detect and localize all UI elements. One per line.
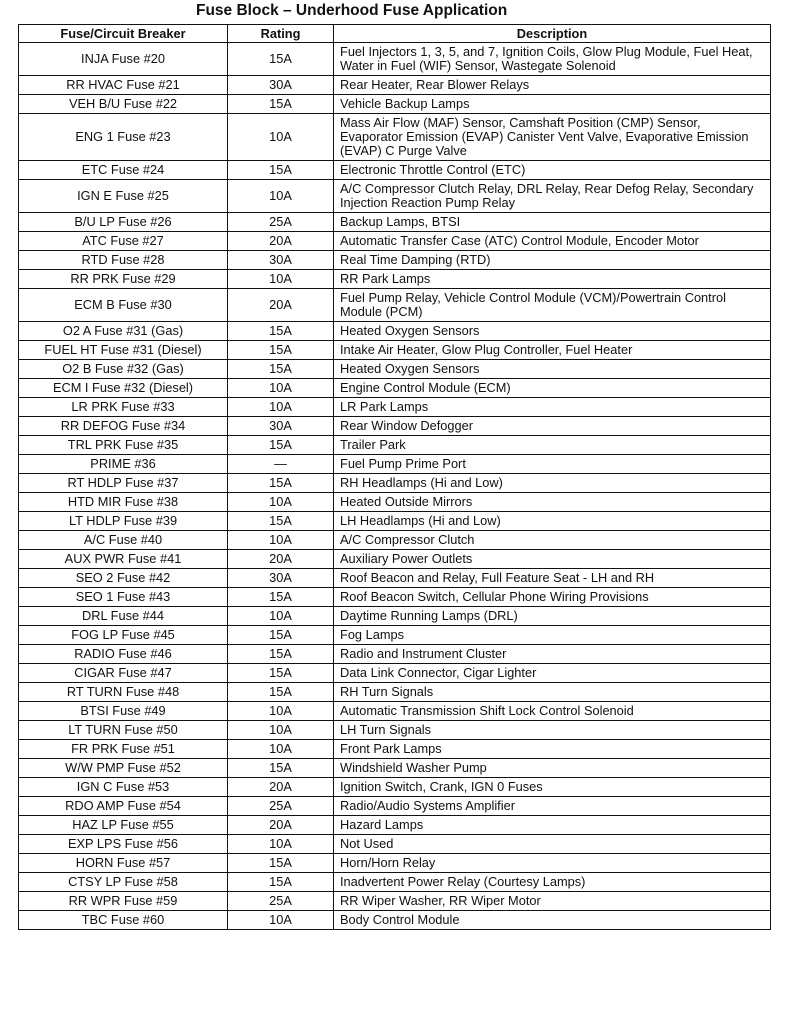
fuse-cell: A/C Fuse #40 [19, 531, 228, 550]
rating-cell: 15A [228, 588, 334, 607]
rating-cell: 15A [228, 474, 334, 493]
description-cell: Real Time Damping (RTD) [334, 251, 771, 270]
rating-cell: 15A [228, 43, 334, 76]
rating-cell: 20A [228, 778, 334, 797]
description-cell: Daytime Running Lamps (DRL) [334, 607, 771, 626]
description-cell: Fog Lamps [334, 626, 771, 645]
rating-cell: 10A [228, 702, 334, 721]
header-description: Description [334, 25, 771, 43]
header-rating: Rating [228, 25, 334, 43]
description-cell: Vehicle Backup Lamps [334, 95, 771, 114]
description-cell: A/C Compressor Clutch [334, 531, 771, 550]
fuse-cell: EXP LPS Fuse #56 [19, 835, 228, 854]
table-row [19, 417, 771, 436]
fuse-cell: RDO AMP Fuse #54 [19, 797, 228, 816]
description-cell: Automatic Transfer Case (ATC) Control Module, Encoder Motor [334, 232, 771, 251]
fuse-cell: LT HDLP Fuse #39 [19, 512, 228, 531]
rating-cell: 10A [228, 911, 334, 930]
fuse-cell: ATC Fuse #27 [19, 232, 228, 251]
description-cell: Windshield Washer Pump [334, 759, 771, 778]
fuse-cell: LR PRK Fuse #33 [19, 398, 228, 417]
table-row [19, 213, 771, 232]
rating-cell: 25A [228, 213, 334, 232]
fuse-cell: HAZ LP Fuse #55 [19, 816, 228, 835]
description-cell: Heated Oxygen Sensors [334, 322, 771, 341]
description-cell: Radio/Audio Systems Amplifier [334, 797, 771, 816]
table-row [19, 816, 771, 835]
fuse-cell: ECM B Fuse #30 [19, 289, 228, 322]
header-row [19, 25, 771, 43]
description-cell: RR Wiper Washer, RR Wiper Motor [334, 892, 771, 911]
fuse-cell: RTD Fuse #28 [19, 251, 228, 270]
table-row [19, 161, 771, 180]
rating-cell: 15A [228, 95, 334, 114]
rating-cell: 30A [228, 417, 334, 436]
rating-cell: 25A [228, 892, 334, 911]
fuse-cell: ECM I Fuse #32 (Diesel) [19, 379, 228, 398]
table-row [19, 550, 771, 569]
rating-cell: 25A [228, 797, 334, 816]
description-cell: Body Control Module [334, 911, 771, 930]
rating-cell: 10A [228, 721, 334, 740]
fuse-cell: O2 B Fuse #32 (Gas) [19, 360, 228, 379]
fuse-cell: DRL Fuse #44 [19, 607, 228, 626]
table-row [19, 797, 771, 816]
fuse-cell: FOG LP Fuse #45 [19, 626, 228, 645]
rating-cell: 10A [228, 379, 334, 398]
rating-cell: 15A [228, 360, 334, 379]
fuse-cell: CTSY LP Fuse #58 [19, 873, 228, 892]
rating-cell: 10A [228, 740, 334, 759]
description-cell: RH Turn Signals [334, 683, 771, 702]
table-row [19, 95, 771, 114]
table-row [19, 854, 771, 873]
description-cell: Mass Air Flow (MAF) Sensor, Camshaft Position (CMP) Sensor, Evaporator Emission (EVAP) Canister Vent Valve, Evaporative Emission (EVAP) C Purge Valve [334, 114, 771, 161]
rating-cell: 10A [228, 180, 334, 213]
table-row [19, 607, 771, 626]
description-cell: Rear Heater, Rear Blower Relays [334, 76, 771, 95]
table-row [19, 232, 771, 251]
description-cell: Not Used [334, 835, 771, 854]
fuse-cell: RR WPR Fuse #59 [19, 892, 228, 911]
table-row [19, 180, 771, 213]
rating-cell: 15A [228, 626, 334, 645]
table-row [19, 588, 771, 607]
table-row [19, 322, 771, 341]
fuse-cell: RT HDLP Fuse #37 [19, 474, 228, 493]
fuse-table [18, 24, 771, 930]
rating-cell: 15A [228, 873, 334, 892]
fuse-cell: SEO 2 Fuse #42 [19, 569, 228, 588]
table-row [19, 569, 771, 588]
table-row [19, 455, 771, 474]
description-cell: RH Headlamps (Hi and Low) [334, 474, 771, 493]
fuse-cell: RT TURN Fuse #48 [19, 683, 228, 702]
table-row [19, 664, 771, 683]
fuse-cell: RR HVAC Fuse #21 [19, 76, 228, 95]
description-cell: LH Turn Signals [334, 721, 771, 740]
description-cell: Hazard Lamps [334, 816, 771, 835]
description-cell: RR Park Lamps [334, 270, 771, 289]
table-row [19, 270, 771, 289]
rating-cell: 10A [228, 114, 334, 161]
rating-cell: 20A [228, 289, 334, 322]
table-row [19, 251, 771, 270]
description-cell: Roof Beacon Switch, Cellular Phone Wiring Provisions [334, 588, 771, 607]
fuse-cell: HTD MIR Fuse #38 [19, 493, 228, 512]
table-row [19, 721, 771, 740]
description-cell: Fuel Pump Prime Port [334, 455, 771, 474]
rating-cell: 15A [228, 436, 334, 455]
rating-cell: 30A [228, 251, 334, 270]
description-cell: Fuel Injectors 1, 3, 5, and 7, Ignition Coils, Glow Plug Module, Fuel Heat, Water in Fuel (WIF) Sensor, Wastegate Solenoid [334, 43, 771, 76]
rating-cell: 10A [228, 607, 334, 626]
description-cell: Engine Control Module (ECM) [334, 379, 771, 398]
fuse-cell: B/U LP Fuse #26 [19, 213, 228, 232]
page-title: Fuse Block – Underhood Fuse Application [196, 2, 508, 19]
table-row [19, 493, 771, 512]
rating-cell: 15A [228, 759, 334, 778]
description-cell: Ignition Switch, Crank, IGN 0 Fuses [334, 778, 771, 797]
rating-cell: 20A [228, 550, 334, 569]
description-cell: A/C Compressor Clutch Relay, DRL Relay, Rear Defog Relay, Secondary Injection Reaction Pump Relay [334, 180, 771, 213]
fuse-cell: TRL PRK Fuse #35 [19, 436, 228, 455]
fuse-cell: RADIO Fuse #46 [19, 645, 228, 664]
table-row [19, 683, 771, 702]
rating-cell: 10A [228, 398, 334, 417]
table-row [19, 531, 771, 550]
table-row [19, 759, 771, 778]
rating-cell: 15A [228, 854, 334, 873]
table-row [19, 114, 771, 161]
fuse-cell: LT TURN Fuse #50 [19, 721, 228, 740]
fuse-cell: TBC Fuse #60 [19, 911, 228, 930]
description-cell: Radio and Instrument Cluster [334, 645, 771, 664]
fuse-cell: AUX PWR Fuse #41 [19, 550, 228, 569]
fuse-cell: W/W PMP Fuse #52 [19, 759, 228, 778]
table-row [19, 360, 771, 379]
description-cell: Trailer Park [334, 436, 771, 455]
fuse-cell: CIGAR Fuse #47 [19, 664, 228, 683]
rating-cell: 20A [228, 816, 334, 835]
description-cell: Inadvertent Power Relay (Courtesy Lamps) [334, 873, 771, 892]
description-cell: Rear Window Defogger [334, 417, 771, 436]
table-row [19, 289, 771, 322]
fuse-cell: INJA Fuse #20 [19, 43, 228, 76]
description-cell: Intake Air Heater, Glow Plug Controller, Fuel Heater [334, 341, 771, 360]
table-row [19, 436, 771, 455]
fuse-cell: O2 A Fuse #31 (Gas) [19, 322, 228, 341]
table-row [19, 379, 771, 398]
description-cell: Automatic Transmission Shift Lock Control Solenoid [334, 702, 771, 721]
description-cell: Front Park Lamps [334, 740, 771, 759]
fuse-cell: ENG 1 Fuse #23 [19, 114, 228, 161]
fuse-cell: PRIME #36 [19, 455, 228, 474]
fuse-cell: FUEL HT Fuse #31 (Diesel) [19, 341, 228, 360]
rating-cell: 15A [228, 645, 334, 664]
table-row [19, 398, 771, 417]
table-row [19, 645, 771, 664]
rating-cell: 30A [228, 76, 334, 95]
description-cell: LH Headlamps (Hi and Low) [334, 512, 771, 531]
description-cell: Fuel Pump Relay, Vehicle Control Module (VCM)/Powertrain Control Module (PCM) [334, 289, 771, 322]
rating-cell: 10A [228, 493, 334, 512]
table-row [19, 892, 771, 911]
table-header [19, 25, 771, 43]
description-cell: Electronic Throttle Control (ETC) [334, 161, 771, 180]
fuse-cell: SEO 1 Fuse #43 [19, 588, 228, 607]
rating-cell: 20A [228, 232, 334, 251]
rating-cell: 15A [228, 322, 334, 341]
table-row [19, 76, 771, 95]
fuse-cell: VEH B/U Fuse #22 [19, 95, 228, 114]
description-cell: LR Park Lamps [334, 398, 771, 417]
header-fuse: Fuse/Circuit Breaker [19, 25, 228, 43]
description-cell: Auxiliary Power Outlets [334, 550, 771, 569]
table-row [19, 43, 771, 76]
rating-cell: 10A [228, 531, 334, 550]
rating-cell: 15A [228, 341, 334, 360]
table-row [19, 341, 771, 360]
rating-cell: 10A [228, 835, 334, 854]
description-cell: Horn/Horn Relay [334, 854, 771, 873]
table-row [19, 740, 771, 759]
rating-cell: 15A [228, 664, 334, 683]
table-row [19, 626, 771, 645]
fuse-cell: RR PRK Fuse #29 [19, 270, 228, 289]
description-cell: Heated Outside Mirrors [334, 493, 771, 512]
fuse-cell: IGN C Fuse #53 [19, 778, 228, 797]
fuse-cell: HORN Fuse #57 [19, 854, 228, 873]
description-cell: Heated Oxygen Sensors [334, 360, 771, 379]
rating-cell: 15A [228, 683, 334, 702]
table-row [19, 873, 771, 892]
description-cell: Backup Lamps, BTSI [334, 213, 771, 232]
fuse-cell: IGN E Fuse #25 [19, 180, 228, 213]
fuse-cell: RR DEFOG Fuse #34 [19, 417, 228, 436]
fuse-cell: BTSI Fuse #49 [19, 702, 228, 721]
rating-cell: — [228, 455, 334, 474]
fuse-cell: FR PRK Fuse #51 [19, 740, 228, 759]
table-row [19, 702, 771, 721]
rating-cell: 15A [228, 512, 334, 531]
table-body [19, 43, 771, 930]
table-row [19, 474, 771, 493]
table-row [19, 835, 771, 854]
description-cell: Roof Beacon and Relay, Full Feature Seat - LH and RH [334, 569, 771, 588]
table-row [19, 512, 771, 531]
rating-cell: 15A [228, 161, 334, 180]
rating-cell: 10A [228, 270, 334, 289]
fuse-cell: ETC Fuse #24 [19, 161, 228, 180]
table-row [19, 911, 771, 930]
table-row [19, 778, 771, 797]
rating-cell: 30A [228, 569, 334, 588]
description-cell: Data Link Connector, Cigar Lighter [334, 664, 771, 683]
